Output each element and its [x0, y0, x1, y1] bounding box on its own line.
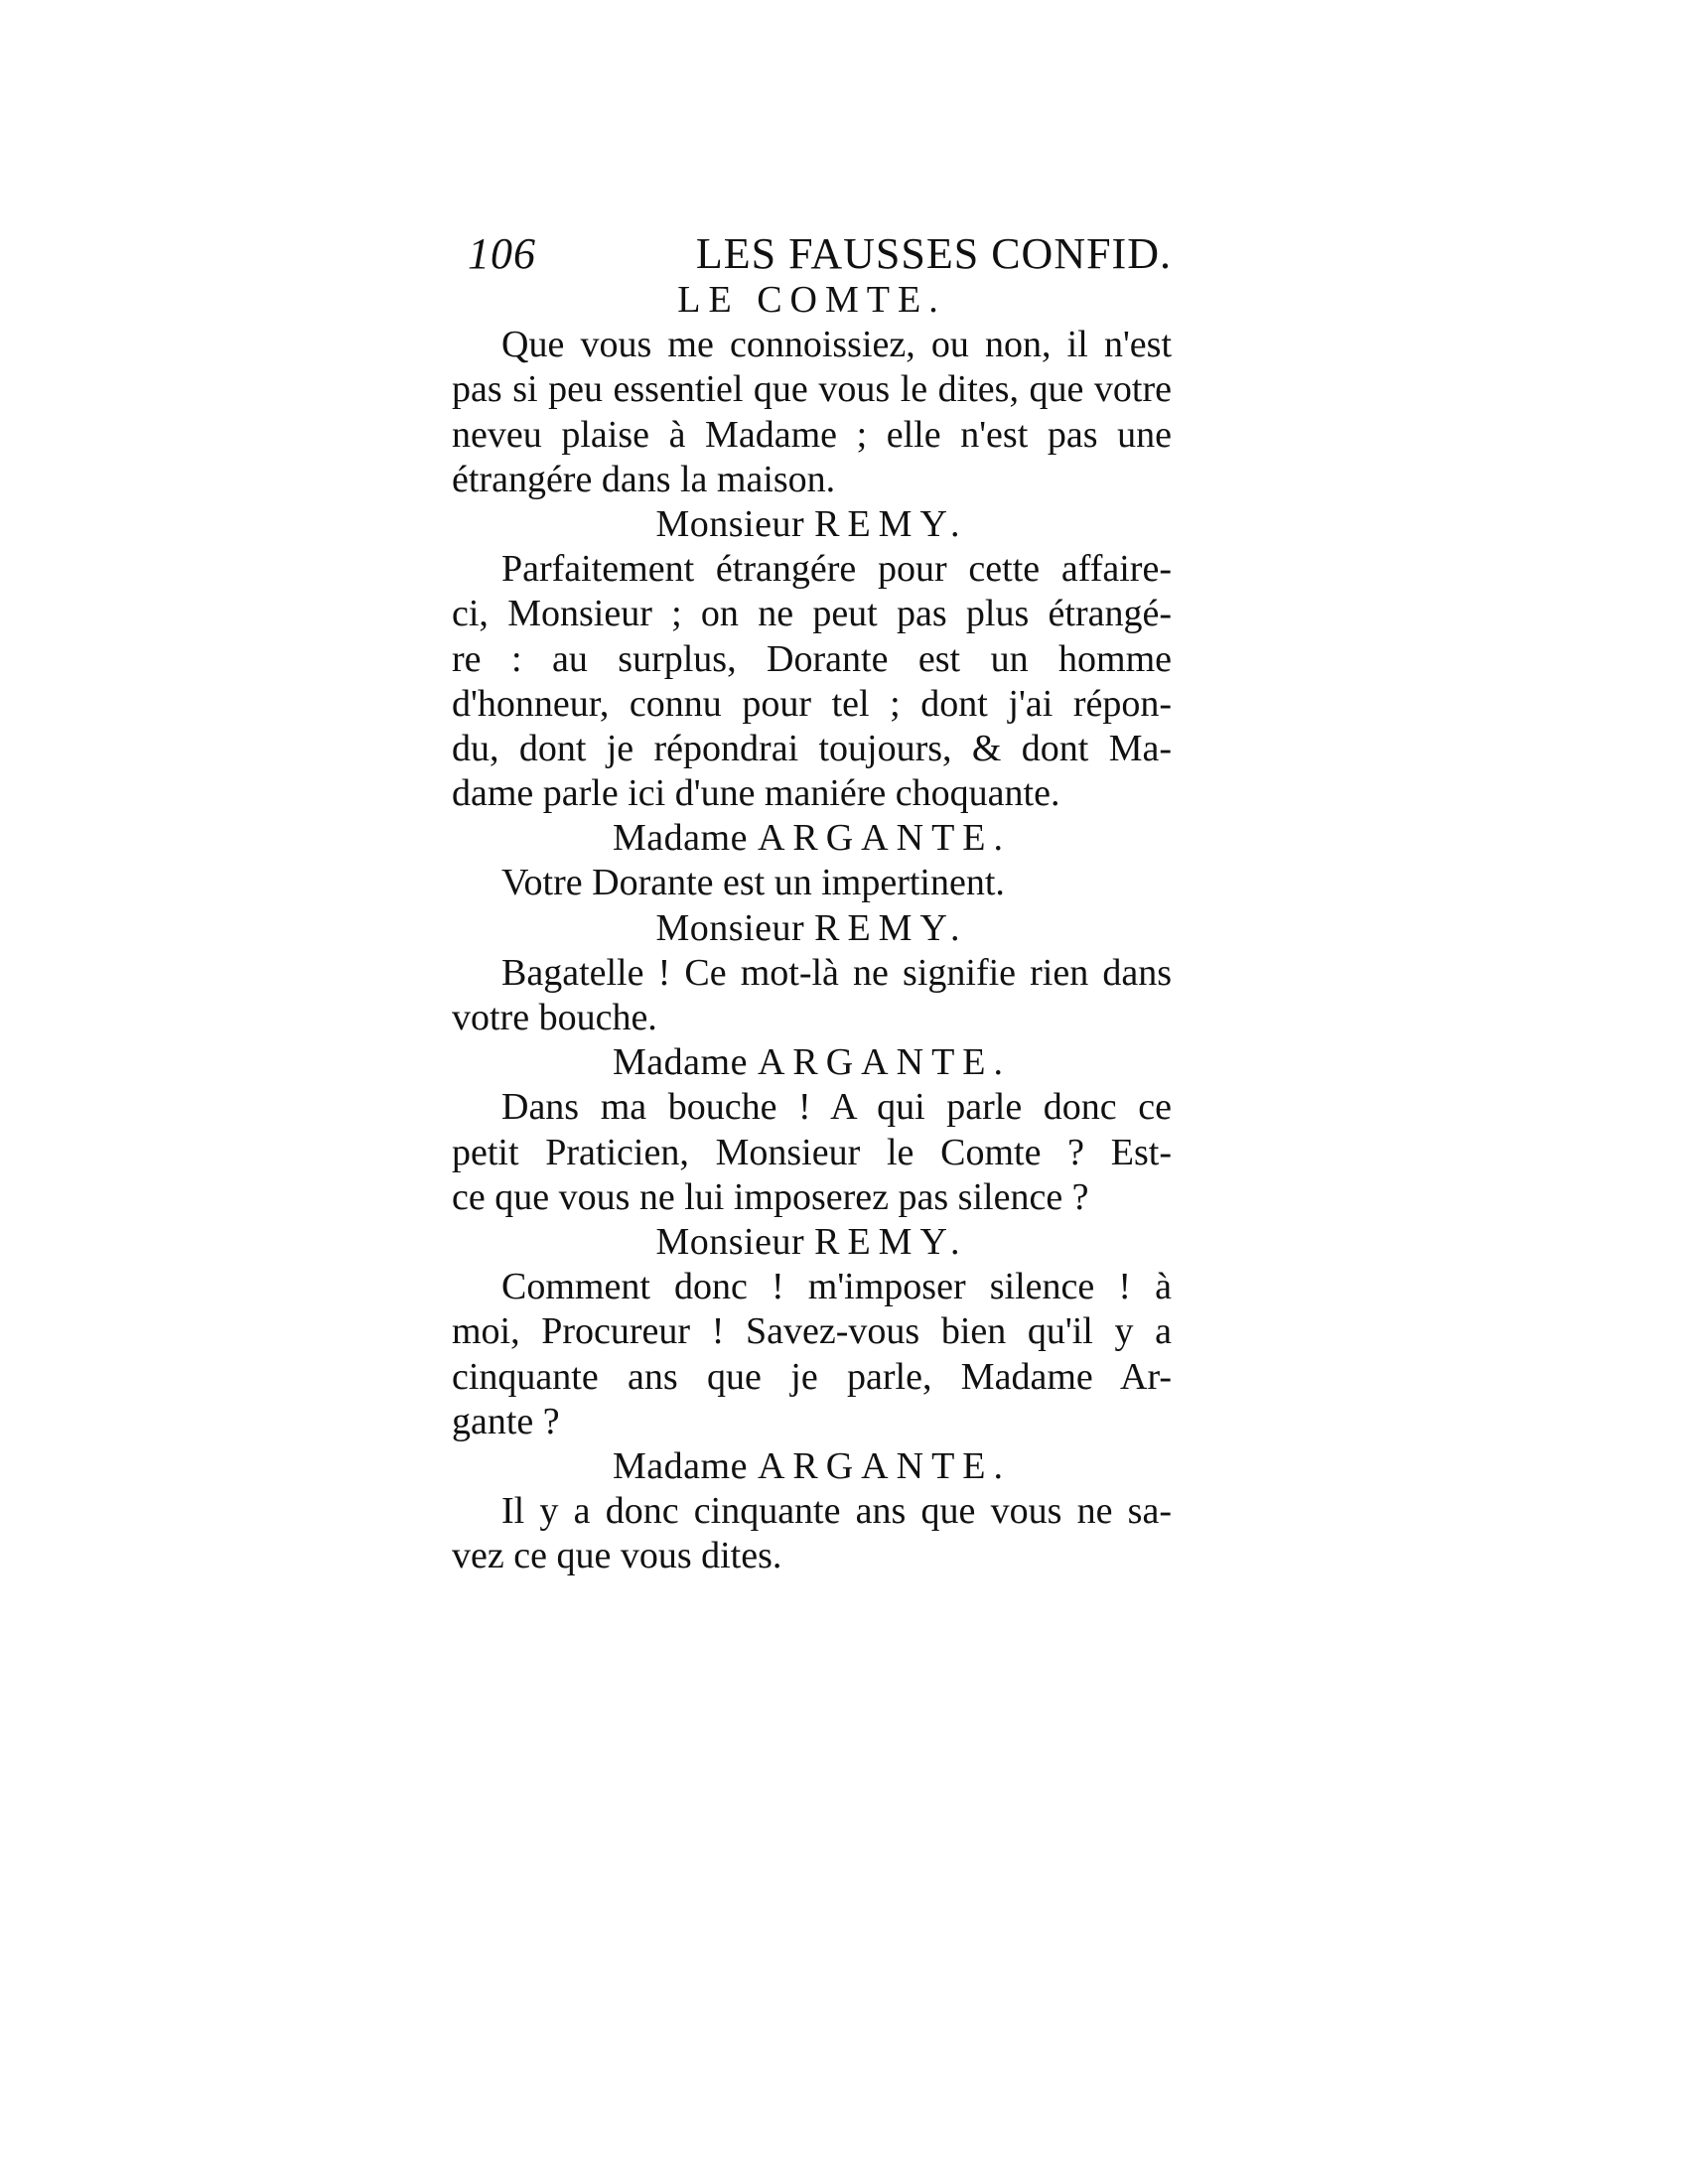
text-line: dame parle ici d'une maniére choquante.: [452, 772, 1060, 815]
text-line: gante ?: [452, 1400, 560, 1442]
speaker-title: Madame: [613, 1444, 748, 1487]
text-line: ci, Monsieur ; on ne peut pas plus étrangé-: [452, 593, 1172, 635]
speaker-name: REMY.: [814, 502, 968, 545]
text-line: étrangére dans la maison.: [452, 458, 836, 500]
speaker-name: ARGANTE.: [757, 1444, 1011, 1487]
text-line: Dans ma bouche ! A qui parle donc ce: [501, 1086, 1172, 1129]
text-line: Parfaitement étrangére pour cette affaire-: [501, 548, 1172, 591]
text-line: neveu plaise à Madame ; elle n'est pas une: [452, 413, 1172, 456]
text-line: petit Praticien, Monsieur le Comte ? Est-: [452, 1131, 1172, 1173]
running-title: LES FAUSSES CONFID.: [695, 229, 1172, 278]
page-number: 106: [468, 229, 536, 278]
text-line: ce que vous ne lui imposerez pas silence ?: [452, 1175, 1089, 1218]
speaker-heading: [452, 906, 1172, 951]
speaker-heading: [452, 1040, 1172, 1085]
speaker-title: Monsieur: [655, 906, 805, 949]
speaker-title: Monsieur: [655, 502, 805, 545]
text-line: d'honneur, connu pour tel ; dont j'ai répon-: [452, 682, 1172, 725]
speaker-heading: [452, 278, 1172, 323]
speaker-title: Madame: [613, 1041, 748, 1084]
book-page: [452, 230, 1172, 1578]
text-line: Bagatelle ! Ce mot-là ne signifie rien dans: [501, 951, 1172, 994]
play-text: [452, 278, 1172, 1578]
text-line: re : au surplus, Dorante est un homme: [452, 637, 1172, 680]
text-line: votre bouche.: [452, 997, 657, 1038]
text-line: pas si peu essentiel que vous le dites, que votre: [452, 368, 1172, 411]
speaker-heading: [452, 1220, 1172, 1265]
speaker-heading: [452, 1444, 1172, 1489]
running-header: [452, 230, 1172, 278]
speaker-name: REMY.: [814, 1220, 968, 1263]
speaker-name: ARGANTE.: [757, 1041, 1011, 1084]
speaker-title: Monsieur: [655, 1220, 805, 1263]
text-line: du, dont je répondrai toujours, & dont Ma-: [452, 727, 1172, 769]
text-line: Il y a donc cinquante ans que vous ne sa-: [501, 1490, 1172, 1533]
text-line: vez ce que vous dites.: [452, 1535, 782, 1577]
speaker-heading: [452, 502, 1172, 547]
text-line: cinquante ans que je parle, Madame Ar-: [452, 1355, 1172, 1398]
speaker-name: ARGANTE.: [757, 817, 1011, 860]
text-line: Que vous me connoissiez, ou non, il n'est: [501, 324, 1172, 366]
speaker-heading: [452, 816, 1172, 861]
text-line: Comment donc ! m'imposer silence ! à: [501, 1266, 1172, 1308]
speaker-name: REMY.: [814, 906, 968, 949]
speaker-name: LE COMTE.: [677, 279, 946, 321]
text-line: moi, Procureur ! Savez-vous bien qu'il y a: [452, 1310, 1172, 1353]
text-line: Votre Dorante est un impertinent.: [501, 862, 1005, 904]
speaker-title: Madame: [613, 817, 748, 860]
